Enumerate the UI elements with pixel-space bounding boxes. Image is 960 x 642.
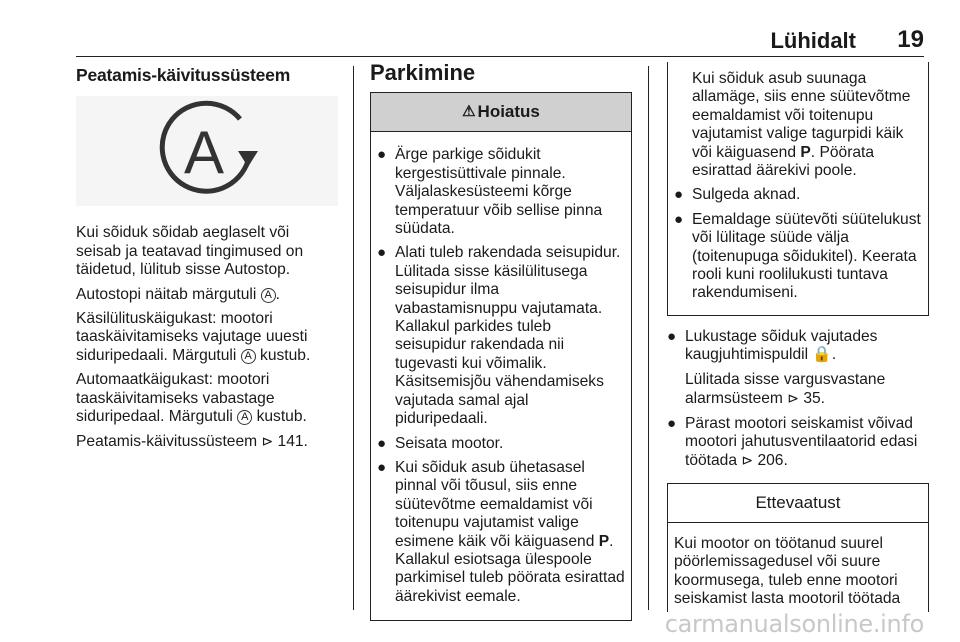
left-column [76,62,338,458]
list-item: ● Ärge parkige sõidukit kergestisüttivale pinnale. Väljalaskesüsteemi kõrge temperatuur võib sellise pinna süüdata. [377,146,603,238]
caution-body: Kui mootor on töötanud suurel pöörlemissagedusel või suure koormusega, tuleb enne mootori seiskamist lasta mootoril töötada [674,534,901,607]
list-item: ● Eemaldage süütevõti süütelukust või lülitage süüde välja (toitenupuga sõidukitel). Keerata rooli kuni roolilukusti tuntava rakendumiseni. [674,210,921,302]
bullet-icon: ● [674,186,684,204]
autostop-indicator-icon: A [261,288,276,303]
bullet-icon: ● [377,434,387,452]
warning-body [371,132,631,620]
warning-header: ⚠ Hoiatus [371,93,631,132]
svg-text:A: A [183,119,225,187]
bullet-icon: ● [377,244,387,262]
manual-gearbox-paragraph: Käsilülituskäigukast: mootori taaskäivitamiseks vajutage uuesti siduripedaali. Märgutuli A kustub. [76,310,311,364]
stop-start-reference[interactable]: Peatamis-käivitussüsteem ⊳ 141. [76,433,308,451]
bullet-icon: ● [674,210,684,228]
page-reference-arrow-icon: ⊳ [787,390,799,407]
list-item: ● Alati tuleb rakendada seisupidur. Lülitada sisse käsilülitusega seisupidur ilma vabastamisnuppu vajutamata. Kallakul parkides tuleb seisupidur rakendada nii tugevasti kui võimalik. Käsitsemisjõu vähendamiseks vajutada samal ajal piduripedaali. [377,244,621,428]
autostop-a-icon [142,99,272,203]
page-header-title: Lühidalt [770,28,856,53]
automatic-gearbox-paragraph: Automaatkäigukast: mootori taaskäivitamiseks vabastage siduripedaal. Märgutuli A kustub. [76,371,307,426]
list-item: ● Pärast mootori seiskamist võivad mootori jahutusventilaatorid edasi töötada ⊳ 206. [667,414,918,470]
header-rule [76,56,924,57]
after-box-list [667,328,929,471]
parking-heading: Parkimine [370,60,476,85]
page-reference-arrow-icon: ⊳ [741,452,754,469]
autostop-indicator-icon: A [237,410,252,425]
bullet-icon: ● [377,458,387,476]
column-divider [648,66,649,610]
watermark: carmanualsonline.info [664,610,924,638]
list-item: ● Kui sõiduk asub ühetasasel pinnal või tõusul, siis enne süütevõtme eemaldamist või toitenupu vajutamist valige esimene käik või käiguasend P. Kallakul esiotsaga ülespoole parkimisel tuleb pöörata esirattad äärekivist eemale. [377,458,625,605]
page-reference-arrow-icon: ⊳ [261,433,274,450]
list-item: Kui sõiduk asub suunaga allamäge, siis enne süütevõtme eemaldamist või toitenupu vajutamist valige tagurpidi käik või käiguasend P. Pöörata esirattad äärekivi poole. [692,70,911,180]
warning-box [370,92,632,621]
autostop-illustration [76,96,338,206]
warning-triangle-icon: ⚠ [462,103,476,121]
list-item: ● Seisata mootor. [377,434,504,452]
caution-header: Ettevaatust [668,484,928,523]
warning-box-continued [667,62,929,316]
stop-start-heading: Peatamis-käivitussüsteem [76,65,291,85]
remote-lock-icon: 🔒 [812,346,832,364]
page-number: 19 [897,26,924,53]
bullet-icon: ● [377,146,387,164]
bullet-icon: ● [667,327,677,345]
list-item: ● Lukustage sõiduk vajutades kaugjuhtimispuldil 🔒. Lülitada sisse vargusvastane alarmsüsteem ⊳ 35. [667,327,886,408]
middle-column [370,62,632,621]
bullet-icon: ● [667,414,677,432]
caution-box [667,483,929,613]
warning-body-continued [668,62,928,315]
column-divider [353,66,354,610]
right-column [667,62,929,612]
autostop-paragraph: Kui sõiduk sõidab aeglaselt või seisab ja teatavad tingimused on täidetud, lülitub sisse Autostop. [76,224,304,279]
autostop-indicator-icon: A [241,349,256,364]
list-item: ● Sulgeda aknad. [674,186,801,204]
autostop-indicator-paragraph: Autostopi näitab märgutuli A . [76,285,280,303]
